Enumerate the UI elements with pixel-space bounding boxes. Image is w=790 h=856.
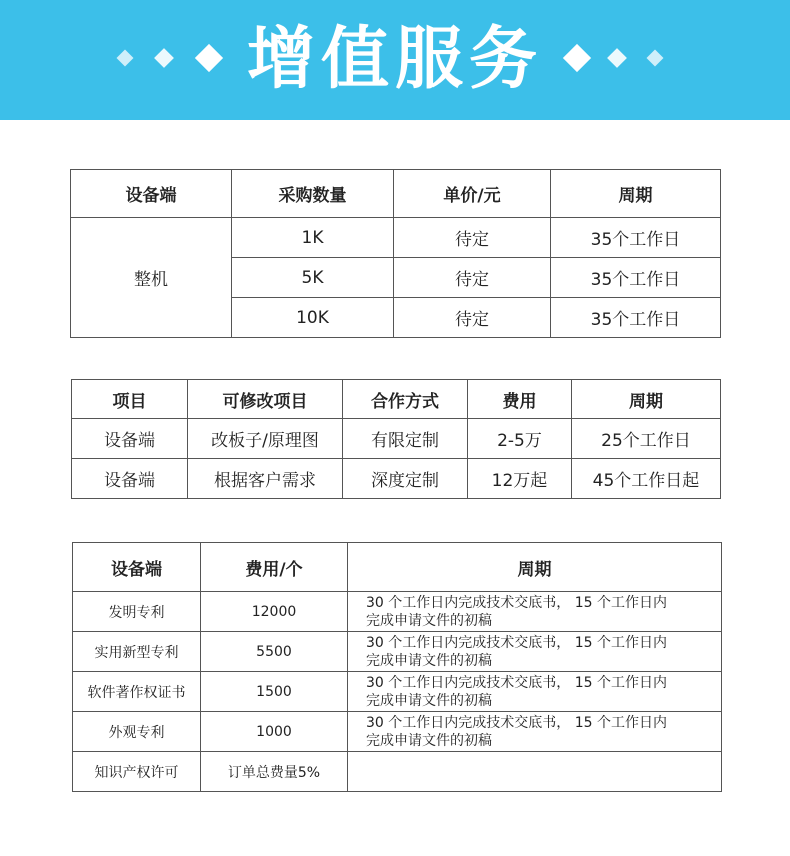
period-line: 30 个工作日内完成技术交底书， 15 个工作日内 xyxy=(366,674,667,691)
period-line: 完成申请文件的初稿 xyxy=(366,732,492,749)
service-name-cell: 实用新型专利 xyxy=(73,632,201,672)
period-line: 完成申请文件的初稿 xyxy=(366,612,492,629)
cost-cell: 1500 xyxy=(201,672,348,712)
item-cell: 设备端 xyxy=(72,459,188,499)
item-cell: 设备端 xyxy=(72,419,188,459)
period-line: 30 个工作日内完成技术交底书， 15 个工作日内 xyxy=(366,714,667,731)
period-cell xyxy=(348,712,722,752)
customization-table xyxy=(71,379,721,499)
quantity-cell: 10K xyxy=(232,298,394,338)
period-cell: 35个工作日 xyxy=(551,298,721,338)
table-row xyxy=(73,672,722,712)
table-header-row xyxy=(72,380,721,419)
table-row xyxy=(71,218,721,258)
period-line: 30 个工作日内完成技术交底书， 15 个工作日内 xyxy=(366,594,667,611)
cost-cell: 12000 xyxy=(201,592,348,632)
service-name-cell: 知识产权许可 xyxy=(73,752,201,792)
table-row xyxy=(73,632,722,672)
column-header: 费用 xyxy=(468,380,572,419)
column-header: 合作方式 xyxy=(343,380,468,419)
table-header-row xyxy=(71,170,721,218)
column-header: 单价/元 xyxy=(394,170,551,218)
banner xyxy=(0,0,790,120)
period-cell: 25个工作日 xyxy=(572,419,721,459)
period-line: 完成申请文件的初稿 xyxy=(366,692,492,709)
period-cell xyxy=(348,632,722,672)
page-title: 增值服务 xyxy=(246,20,543,99)
cost-cell: 订单总费量5% xyxy=(201,752,348,792)
period-line: 完成申请文件的初稿 xyxy=(366,652,492,669)
table-row xyxy=(73,592,722,632)
period-cell: 45个工作日起 xyxy=(572,459,721,499)
column-header: 周期 xyxy=(348,543,722,592)
group-label: 整机 xyxy=(71,218,232,338)
cost-cell: 1000 xyxy=(201,712,348,752)
service-name-cell: 外观专利 xyxy=(73,712,201,752)
ip-service-table xyxy=(72,542,722,792)
modifiable-cell: 根据客户需求 xyxy=(188,459,343,499)
quantity-cell: 1K xyxy=(232,218,394,258)
column-header: 费用/个 xyxy=(201,543,348,592)
table-row xyxy=(73,712,722,752)
cost-cell: 2-5万 xyxy=(468,419,572,459)
column-header: 采购数量 xyxy=(232,170,394,218)
table-header-row xyxy=(73,543,722,592)
table-row xyxy=(72,459,721,499)
period-cell xyxy=(348,752,722,792)
column-header: 可修改项目 xyxy=(188,380,343,419)
cost-cell: 12万起 xyxy=(468,459,572,499)
column-header: 周期 xyxy=(551,170,721,218)
price-cell: 待定 xyxy=(394,258,551,298)
column-header: 设备端 xyxy=(71,170,232,218)
period-cell xyxy=(348,592,722,632)
price-cell: 待定 xyxy=(394,218,551,258)
column-header: 设备端 xyxy=(73,543,201,592)
service-name-cell: 发明专利 xyxy=(73,592,201,632)
modifiable-cell: 改板子/原理图 xyxy=(188,419,343,459)
table-row xyxy=(72,419,721,459)
period-cell xyxy=(348,672,722,712)
column-header: 周期 xyxy=(572,380,721,419)
period-cell: 35个工作日 xyxy=(551,258,721,298)
purchase-table xyxy=(70,169,721,338)
service-name-cell: 软件著作权证书 xyxy=(73,672,201,712)
column-header: 项目 xyxy=(72,380,188,419)
table-row xyxy=(73,752,722,792)
period-line: 30 个工作日内完成技术交底书， 15 个工作日内 xyxy=(366,634,667,651)
quantity-cell: 5K xyxy=(232,258,394,298)
cost-cell: 5500 xyxy=(201,632,348,672)
mode-cell: 有限定制 xyxy=(343,419,468,459)
mode-cell: 深度定制 xyxy=(343,459,468,499)
period-cell: 35个工作日 xyxy=(551,218,721,258)
price-cell: 待定 xyxy=(394,298,551,338)
